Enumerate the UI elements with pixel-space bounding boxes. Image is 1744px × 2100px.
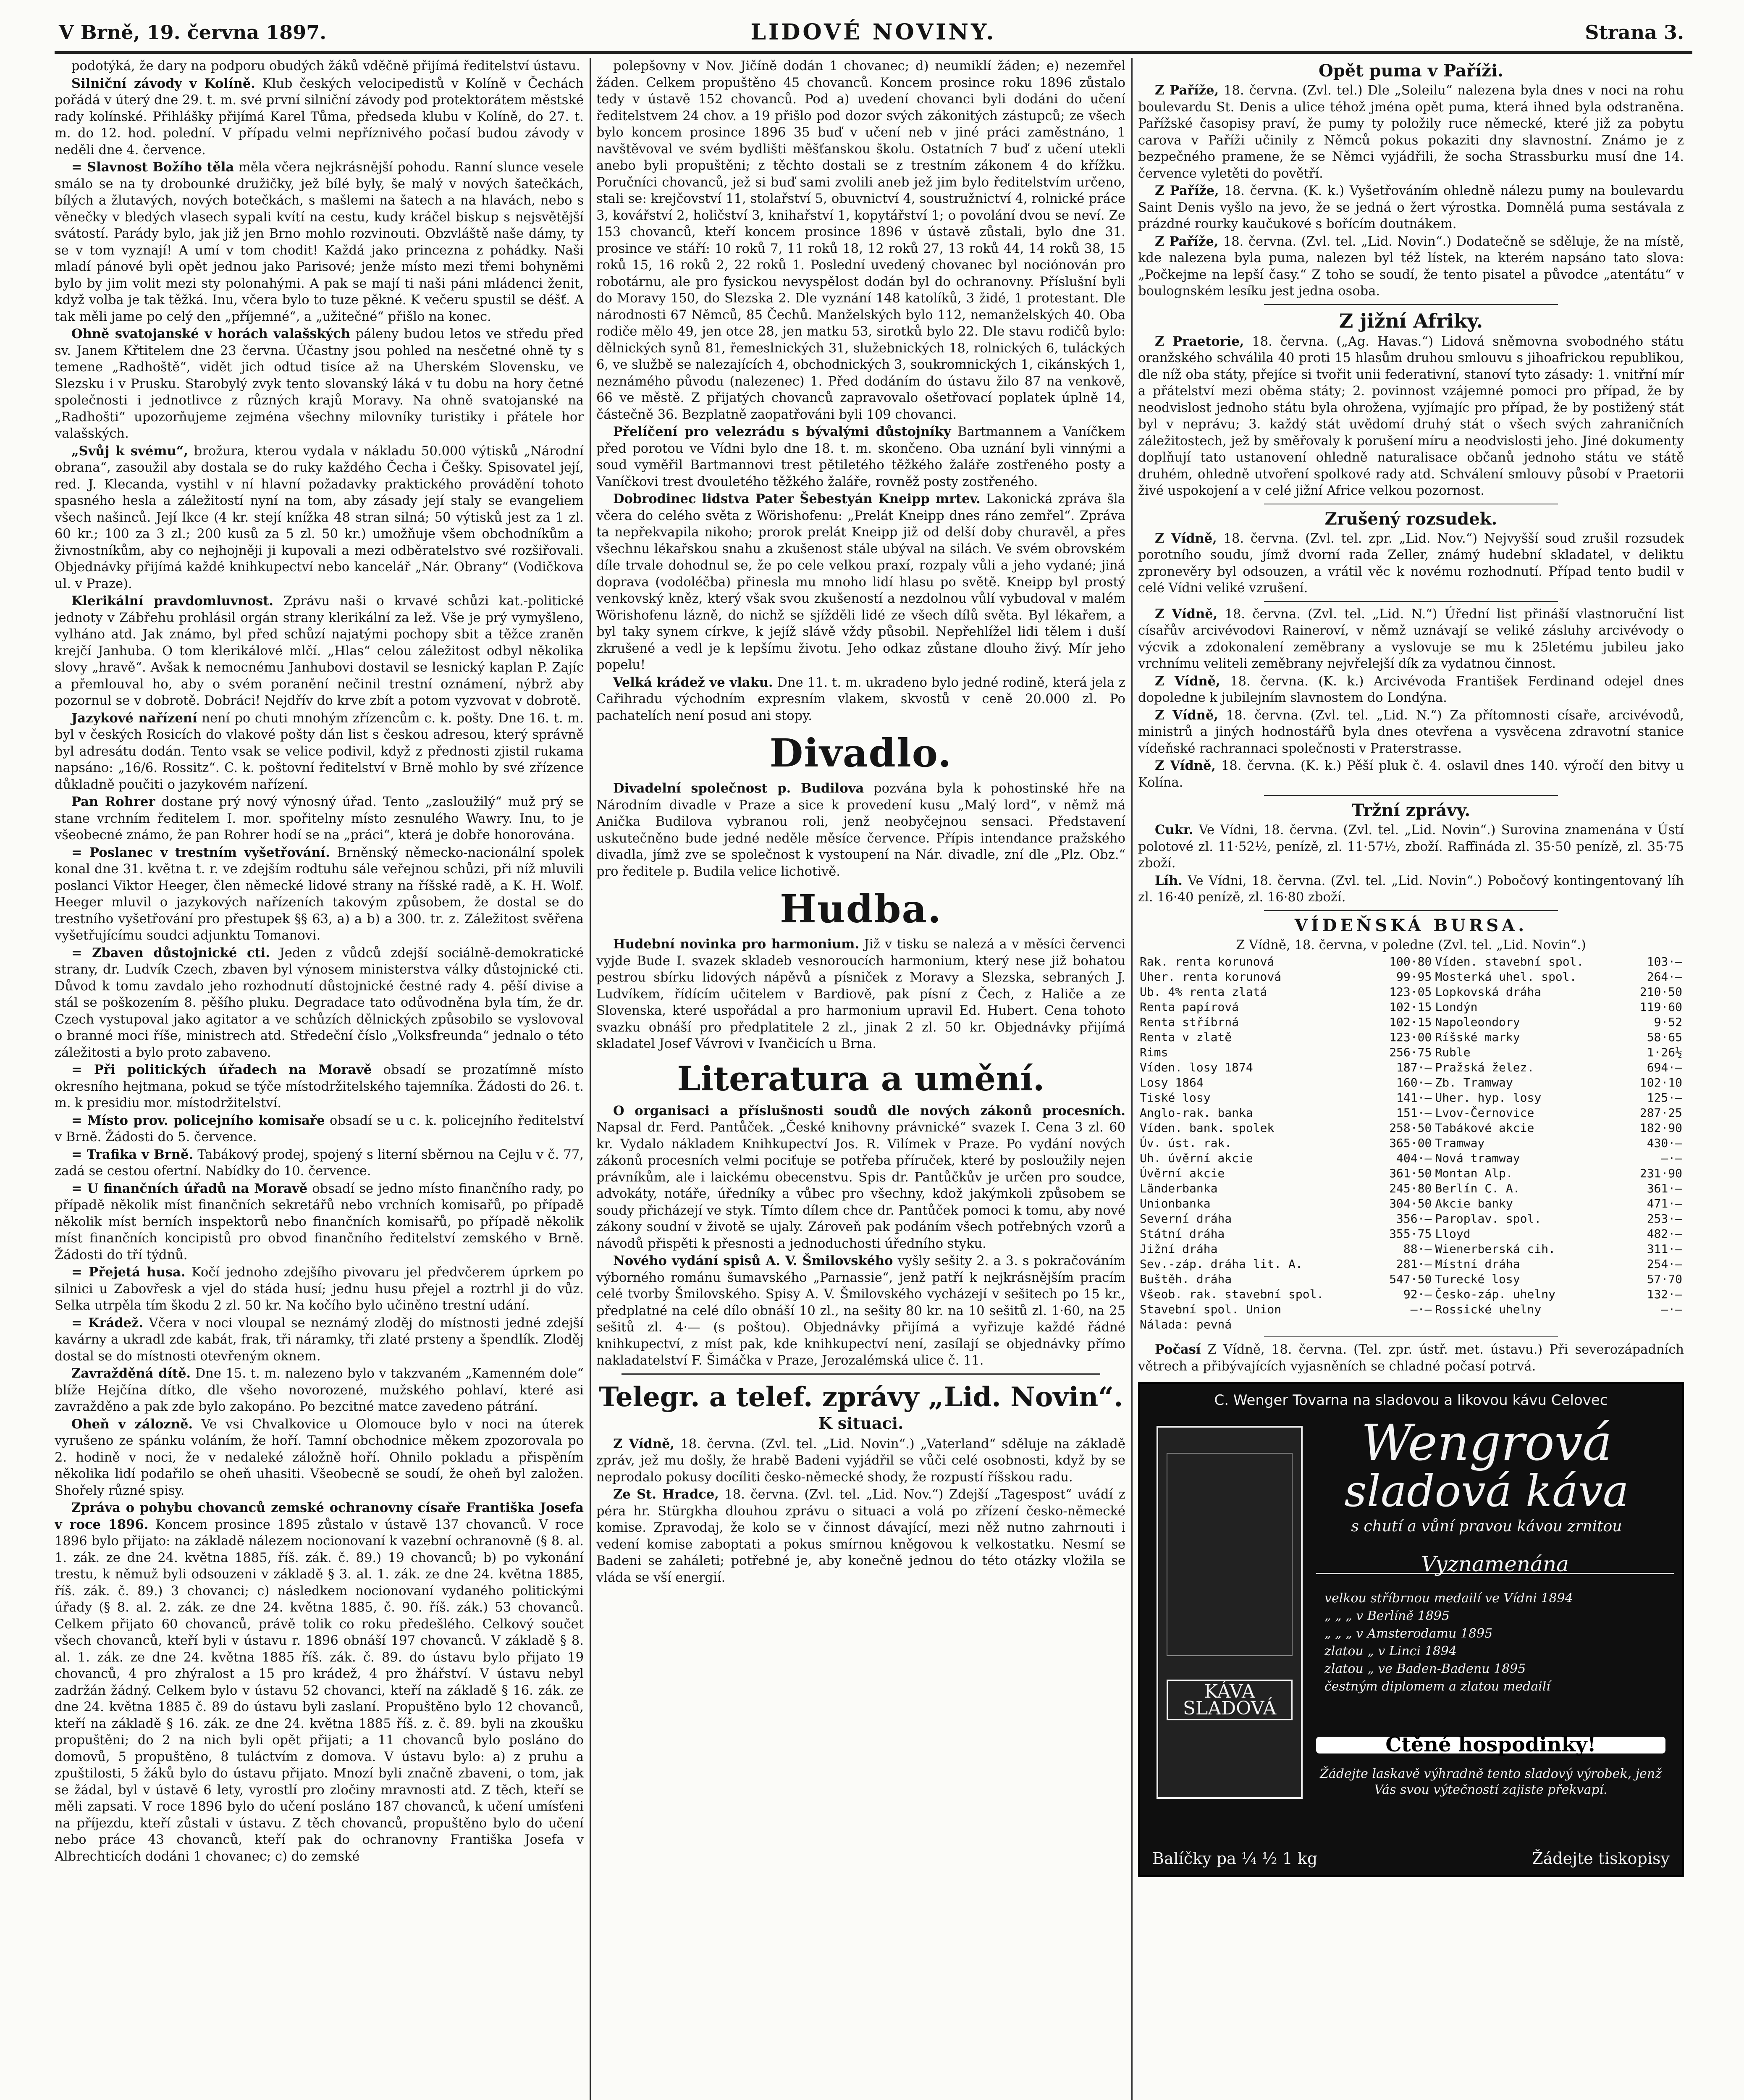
ad-footer-left: Balíčky pa ¼ ½ 1 kg (1152, 1849, 1318, 1868)
article-paragraph (596, 675, 1125, 724)
article-text: 18. června. (Zvl. tel.) Dle „Soleilu“ nalezena byla dnes v noci na rohu boulevardu St. Denis a ulice téhož jména opět puma, která ihned byla odstraněna. Pařížské časopisy praví, že pumy ty položily ruce německé, které již za pobytu carova v Paříži učinily z Němců pokus pokaziti dny slavnostní. Známo je z bezpečného pramene, že se Němci vyjádřili, že socha Strassburku musí dne 14. července vyletěti do povětří. (1138, 83, 1684, 181)
ad-footer-right: Žádejte tiskopisy (1532, 1849, 1670, 1868)
bourse-cell: Napoleondory (1435, 1015, 1520, 1029)
article-text: není po chuti mnohým zřízencům c. k. pošty. Dne 16. t. m. byl v českých Rosicích do vlakové pošty dán list s českou adresou, který správně byl adresátu dodán. Tento vsak se velice podivil, když z přednosti zjistil rukama napsáno: „16/6. Rossitz“. C. k. poštovní ředitelství v Brně mohlo by své zřízence důkladně poučiti o jazykovém nařízení. (55, 711, 584, 792)
bourse-cell: Zb. Tramway (1435, 1076, 1513, 1089)
bourse-row (1138, 1075, 1684, 1090)
article-headline: Z Paříže, (1155, 83, 1219, 98)
bourse-row (1138, 1015, 1684, 1030)
article-text: vyšly sešity 2. a 3. s pokračováním výborného románu šumavského „Parnassie“, jenž patří k nejkrásnějším pracím celé tvorby Šmilovského. Spisy A. V. Šmilovského vycházejí v sešitech po 15 kr., předplatné na celé dílo obnáší 10 zl., na sešity 80 kr. na 10 sešitů zl. 1·60, na 25 sešitů zl. 4·— (s poštou). Objednávky přijímá a vyřizuje každé řádné knihkupectví, z míst pak, kde knihkupectví není, zasílají se objednávky přímo nakladatelství F. Šimáčka v Praze, Jerozalémská ulice č. 11. (596, 1254, 1125, 1368)
bourse-cell: 132·— (1647, 1287, 1682, 1301)
bourse-cell: Víden. stavební spol. (1435, 955, 1584, 969)
article-text: Zprávu naši o krvavé schůzi kat.-politické jednoty v Zábřehu prohlásil orgán strany klerikální za lež. Vše je prý vymyšleno, vylháno atd. Jak známo, byl před schůzí najatými pochopy sbit a těžce zraněn krejčí Janhuba. O tom klerikálové mlčí. „Hlas“ celou záležitost odbyl několika slovy „hravě“. Avšak k nemocnému Janhubovi dostavil se lesnický kaplan P. Zajíc a přemlouval ho, aby o svém poranění nečinil trestní oznámení, nýbrž aby pozornul se v dobrotě. Dobráci! Nejdřív do krve zbít a potom vyzvovat v dobrotě. (55, 594, 584, 708)
weather-paragraph (1138, 1341, 1684, 1375)
bourse-cell: 102·15 (1389, 1015, 1432, 1029)
bourse-row (1138, 1242, 1684, 1257)
ad-cta: Ctěné hospodinky! (1316, 1737, 1665, 1754)
article-text: páleny budou letos ve středu před sv. Janem Křtitelem dne 23 června. Účastny jsou pohled na nesčetné ohně ty s temene „Radhoště“, vidět jich odtud tisíce až na Uherském Slovensku, ve Slezsku i v Prusku. Starobylý zvyk tento slovanský láká v tu dobu na hory četné společnosti i jednotlivce z různých krajů Moravy. Na ohně svatojanské na „Radhošti“ upozorňujeme zejména všechny milovníky turistiky i přátele hor valašských. (55, 327, 584, 441)
article-paragraph (596, 936, 1125, 1053)
article-paragraph (55, 593, 584, 709)
bourse-cell: 258·50 (1389, 1121, 1432, 1135)
bourse-cell (1433, 1317, 1626, 1332)
bourse-row (1138, 984, 1684, 1000)
article-text: Jeden z vůdců zdejší sociálně-demokratické strany, dr. Ludvík Czech, zbaven byl výnosem ministerstva války důstojnické cti. Důvod k tomu zavdalo jeho rozhodnutí důstojnické čestné rady 4. pěší divise a stál se poškozením 8. pěšího pluku. Degradace tato odůvodněna byla tím, že dr. Czech vystupoval jako agitator a ve schůzích dělnických způsobilo se vyslovoval o branné moci říše, ministrech atd. Středeční číslo „Volksfreunda“ jednalo o této záležitosti a bylo proto zabaveno. (55, 945, 584, 1060)
article-paragraph (55, 1315, 584, 1365)
bourse-cell: 430·— (1647, 1136, 1682, 1150)
bourse-cell: 264·— (1647, 970, 1682, 984)
article-headline: Jazykové nařízení (71, 710, 197, 726)
bourse-cell: 245·80 (1389, 1181, 1432, 1195)
bourse-cell: 256·75 (1389, 1045, 1432, 1059)
divider (1264, 1336, 1558, 1337)
article-headline: Líh. (1155, 873, 1183, 888)
bourse-cell: 254·— (1647, 1257, 1682, 1271)
weather-lead: Počasí (1155, 1342, 1201, 1357)
bourse-row (1138, 1060, 1684, 1075)
bourse-cell: 287·25 (1639, 1106, 1682, 1120)
article-paragraph (55, 443, 584, 593)
article-paragraph (1138, 673, 1684, 706)
article-headline: Z Vídně, (613, 1436, 675, 1452)
article-headline: = Trafika v Brně. (71, 1147, 194, 1162)
article-paragraph (55, 1113, 584, 1146)
article-text: Ve Vídni, 18. června. (Zvl. tel. „Lid. Novin“.) Surovina znamenána v Ústí polotové zl. 11·52½, penízě, zl. 11·57½, zboží. Raffináda zl. 35·50 penízě, zl. 35·75 zboží. (1138, 823, 1684, 871)
article-headline: = Slavnost Božího těla (71, 160, 234, 175)
article-text: 18. června. (K. k.) Arcivévoda František Ferdinand odejel dnes dopoledne k jubilejním slavnostem do Londýna. (1138, 674, 1684, 705)
article-text: brožura, kterou vydala v nákladu 50.000 výtisků „Národní obrana“, zasoužil aby dostala se do ruky každého Čecha i Češky. Spisovatel její, red. J. Klecanda, vystihl v ní hlavní požadavky praktického provádění tohoto spasného hesla a záležitostí nyní na tom, aby zásady její staly se evangeliem všech našinců. Její lkce (4 kr. stejí knížka 48 stran silná; 50 výtisků jest za 1 zl. 60 kr.; 100 za 3 zl.; 200 kusů za 5 zl. 50 kr.) umožňuje všem obchodníkům a živnostníkům, aby co nejhojněji ji kupovali a mezi odběratelstvo své rozšiřovali. Objednávky přijímá každé knihkupectví nebo kancelář „Nár. Obrany“ (Vodičkova ul. v Praze). (55, 444, 584, 591)
article-text: Bartmannem a Vaníčkem před porotou ve Vídni bylo dne 18. t. m. skončeno. Oba uznání byli vinnými a soud vyměřil Bartmannovi trest pětiletého těžkého žaláře zostřeného posty a Vaníčkovi trest dvouletého těžkého žaláře, rovněž posty zostřeného. (596, 425, 1125, 489)
bourse-cell: 404·— (1396, 1151, 1432, 1165)
article-paragraph (55, 1147, 584, 1180)
bourse-cell: Anglo-rak. banka (1140, 1106, 1253, 1120)
section-title-telegr: Telegr. a telef. zprávy „Lid. Novin“. (598, 1381, 1123, 1413)
ad-box-label: KÁVA SLADOVÁ (1167, 1680, 1293, 1720)
bourse-cell: 471·— (1647, 1197, 1682, 1210)
article-text: 18. června. (Zvl. tel. „Lid. Nov.“) Zdejší „Tagespost“ uvádí z péra hr. Stürgkha dlouhou zprávu o situaci a volá po zřízení česko-německé komise. Zpravodaj, že kolo se v činnost dávající, mezi něž nutno zahrnouti i vedení komise zaboptati a pokus smírnou kněgovou k velkostatku. Nesmí se Badeni se zaháleti; potřebné je, aby konečně jednou do této otázky vložila se vláda se vší energií. (596, 1487, 1125, 1585)
article-text: 18. června. (Zvl. tel. „Lid. N.“) Za přítomnosti císaře, arcivévodů, ministrů a jiných hodnostářů byla dnes otevřena a vysvěcena zdravotní stanice vídeňské rachrannaci společnosti v Praterstrasse. (1138, 708, 1684, 756)
article-headline: Z Praetorie, (1155, 333, 1244, 349)
article-headline: Ohně svatojanské v horách valašských (71, 326, 351, 341)
bourse-cell: 57·70 (1647, 1272, 1682, 1286)
bourse-cell: Uher. renta korunová (1140, 970, 1282, 984)
bourse-row (1138, 1196, 1684, 1211)
article-text: 18. června. (K. k.) Vyšetřováním ohledně nálezu pumy na boulevardu Saint Denis vyšlo na jevo, že se jedná o žert výrostka. Domnělá puma sestávala z prázdné rourky kaučukové s bořícím doutnákem. (1138, 184, 1684, 231)
article-headline: Z Paříže, (1155, 183, 1219, 198)
ad-product-box (1157, 1426, 1303, 1799)
bourse-cell: Londýn (1435, 1000, 1478, 1014)
bourse-cell: —·— (1410, 1302, 1432, 1316)
column-rule (1131, 58, 1133, 2100)
bourse-cell: Lvov-Černovice (1435, 1106, 1534, 1120)
article-headline: = Při politických úřadech na Moravě (71, 1062, 372, 1077)
bourse-cell: —·— (1661, 1302, 1682, 1316)
bourse-row (1138, 1090, 1684, 1105)
article-headline: Dobrodinec lidstva Pater Šebestyán Kneipp mrtev. (613, 491, 981, 507)
bourse-row (1138, 1000, 1684, 1015)
bourse-row (1138, 1105, 1684, 1121)
article-headline: Z Vídně, (1155, 707, 1218, 723)
article-paragraph (596, 424, 1125, 490)
bourse-cell: 119·60 (1639, 1000, 1682, 1014)
bourse-cell: 103·— (1647, 955, 1682, 969)
article-text: Napsal dr. Ferd. Pantůček. „České knihovny právnické“ svazek I. Cena 3 zl. 60 kr. Vydalo nákladem Knihkupectví Jos. R. Vilímek v Praze. Po vydání nových zákonů procesních velmi pociťuje se potřeba příruček, které by posloužily nejen právníkům, ale i laickému obecenstvu. Spis dr. Pantůčkův je určen pro soudce, advokáty, notáře, úředníky a vůbec pro všechny, kdož jakýmkoli způsobem se soudy přicházejí ve styk. Tímto dílem chce dr. Pantůček pomoci k tomu, aby nové zákony soudní v životě se ujaly. Zároveň pak podáním všech potřebných vzorů a návodů přispěti k přesnosti a jednoduchosti úředního styku. (596, 1120, 1125, 1251)
article-paragraph (55, 1500, 584, 1865)
article-text: Ve Vídni, 18. června. (Zvl. tel. „Lid. Novin“.) Pobočový kontingentovaný líh zl. 16·40 penízě, zl. 16·80 zboží. (1138, 873, 1684, 905)
bourse-cell: Úv. úst. rak. (1140, 1136, 1232, 1150)
article-text: Již v tisku se nalezá a v měsíci červenci vyjde Bude I. svazek skladeb vesnoroucích harmonium, který nese již bohatou pestrou sbírku lidových nápěvů a písniček z Moravy a Slezska, sebraných J. Ludvíkem, řídícím učitelem v Bardiově, pak písní z Čech, z Haliče a ze Slovenska, které uspořádal a pro harmonium upravil Ed. Hubert. Cena tohoto svazku obnáší pro předplatitele 2 zl., jinak 2 zl. 50 kr. Objednávky přijímá skladatel Josef Vávrovi v Ivančicích u Brna. (596, 937, 1125, 1051)
article-text: Dne 15. t. m. nalezeno bylo v takzvaném „Kamenném dole“ blíže Hejčína dítko, dle všeho novorozené, mužského pohlaví, které asi zavražděno a pak zde bylo zakopáno. Po bezcitné matce zavedeno pátrání. (55, 1366, 584, 1414)
bourse-cell: Česko-záp. uhelny (1435, 1287, 1555, 1301)
bourse-row (1138, 1030, 1684, 1045)
article-paragraph (55, 159, 584, 325)
article-text: Brněnský německo-nacionální spolek konal dne 31. května t. r. ve zdejším rodtuhu sále veřejnou schůzi, při níž mluvili poslanci Viktor Heeger, člen německé lidové strany na říšské radě, a K. H. Wolf. Heeger mluvil o jazykových nařízeních takovým způsobem, že dostal se do trestního vyšetřování pro přestupek §§ 63, a) a b) a 300. tr. z. Záležitost svěřena vyšetřujícímu soudci adjunktu Tomanovi. (55, 845, 584, 943)
article-text: obsadí se u c. k. policejního ředitelství v Brně. Žádosti do 5. července. (55, 1113, 584, 1144)
article-headline: „Svůj k svému“, (71, 443, 188, 459)
bourse-cell: Länderbanka (1140, 1181, 1218, 1195)
article-paragraph (55, 1416, 584, 1499)
heading-trzni: Tržní zprávy. (1351, 801, 1471, 820)
bourse-cell: 182·90 (1639, 1121, 1682, 1135)
article-headline: O organisaci a příslušnosti soudů dle nových zákonů procesních. (613, 1103, 1125, 1118)
bourse-cell: 281·— (1396, 1257, 1432, 1271)
bourse-row (1138, 1302, 1684, 1317)
bourse-cell: 88·— (1403, 1242, 1432, 1256)
bourse-cell: 160·— (1396, 1076, 1432, 1089)
bourse-cell: 151·— (1396, 1106, 1432, 1120)
bourse-cell: 1·26½ (1647, 1045, 1682, 1059)
page-header (55, 18, 1692, 54)
ad-note: Žádejte laskavě výhradně tento sladový výrobek, jenž Vás svou výtečností zajiste překvapí. (1320, 1767, 1662, 1797)
article-text: Klub českých velocipedistů v Kolíně v Čechách pořádá v úterý dne 29. t. m. své první silniční závody pod protektorátem městské rady kolínské. Přihlášky přijímá Karel Tůma, předseda klubu v Kolíně, do 27. t. m. do 12. hod. polední. V případu velmi nepříznivého počasí budou závody v neděli dne 4. července. (55, 76, 584, 158)
article-paragraph (55, 710, 584, 793)
article-paragraph (596, 780, 1125, 880)
article-headline: = Místo prov. policejního komisaře (71, 1113, 325, 1128)
bourse-row (1138, 1272, 1684, 1287)
bourse-table (1138, 954, 1684, 1332)
article-paragraph (596, 1436, 1125, 1486)
article-text: Ve vsi Chvalkovice u Olomouce bylo v noci na úterek vyrušeno ze spánku voláním, že hoří. Tamní obchodnice měkem zpozorovala po 2. hodině v noci, že v nedaleké záložně hoří. Ohnilo pokladu a přispěním několika lidí podařilo se oheň uhasiti. Všeobecně se soudí, že oheň byl založen. Shořely různé spisy. (55, 1417, 584, 1498)
bourse-cell: Nová tramway (1435, 1151, 1520, 1165)
bourse-cell: 361·50 (1389, 1166, 1432, 1180)
bourse-cell: 694·— (1647, 1060, 1682, 1074)
ad-award-item: velkou stříbrnou medailí ve Vídni 1894 (1324, 1591, 1573, 1606)
bourse-cell: Úvěrní akcie (1140, 1166, 1225, 1180)
bourse-cell: 253·— (1647, 1212, 1682, 1226)
bourse-cell: Uh. úvěrní akcie (1140, 1151, 1253, 1165)
header-place-date: V Brně, 19. června 1897. (59, 21, 327, 44)
article-headline: Klerikální pravdomluvnost. (71, 593, 273, 609)
bourse-cell: Tiské losy (1140, 1091, 1211, 1105)
bourse-cell: 304·50 (1389, 1197, 1432, 1210)
advertisement-wenger (1138, 1382, 1684, 1877)
bourse-cell: Losy 1864 (1140, 1076, 1204, 1089)
bourse-cell: 311·— (1647, 1242, 1682, 1256)
article-headline: Silniční závody v Kolíně. (71, 76, 255, 91)
section-title-hudba: Hudba. (779, 886, 942, 932)
article-text: podotýká, že dary na podporu obudých žáků vděčně přijímá ředitelství ústavu. (71, 59, 580, 74)
bourse-cell: 547·50 (1389, 1272, 1432, 1286)
article-paragraph (1138, 758, 1684, 791)
bourse-cell: Tabákové akcie (1435, 1121, 1534, 1135)
heading-puma: Opět puma v Paříži. (1318, 61, 1504, 81)
ad-title-1: Wengrová (1361, 1414, 1612, 1472)
bourse-cell: 9·52 (1654, 1015, 1682, 1029)
bourse-cell: Berlín C. A. (1435, 1181, 1520, 1195)
bourse-cell: Renta v zlatě (1140, 1030, 1232, 1044)
bourse-cell: 123·05 (1389, 985, 1432, 999)
article-headline: Nového vydání spisů A. V. Šmilovského (613, 1253, 893, 1268)
divider (1264, 795, 1558, 796)
article-paragraph (55, 1181, 584, 1264)
article-text: Včera v noci vloupal se neznámý zloděj do místnosti jedné zdejší kavárny a ukradl zde kabát, frak, tři náramky, tři zlaté prsteny a špendlík. Zloděj dostal se do místnosti otevřeným oknem. (55, 1315, 584, 1364)
ad-awards-list (1324, 1590, 1670, 1696)
ad-award-item: „ „ „ v Berlíně 1895 (1324, 1609, 1450, 1623)
bourse-cell: Lopkovská dráha (1435, 985, 1542, 999)
bourse-row (1138, 1151, 1684, 1166)
ad-box-graphic (1167, 1453, 1293, 1656)
article-headline: Z Vídně, (1155, 606, 1218, 622)
article-text: obsadí se prozatímně místo okresního hejtmana, pokud se týče místodržitelského tajemníka. Žádosti do 26. t. m. k presidiu mor. místodržitelství. (55, 1063, 584, 1110)
article-paragraph (55, 326, 584, 442)
article-headline: = Krádež. (71, 1315, 143, 1331)
article-paragraph (1138, 183, 1684, 233)
article-headline: Přelíčení pro velezrádu s bývalými důstojníky (613, 424, 951, 439)
article-headline: Z Vídně, (1155, 530, 1217, 546)
bourse-cell: Pražská želez. (1435, 1060, 1534, 1074)
section-title-literatura: Literatura a umění. (677, 1058, 1045, 1098)
bourse-cell: Akcie banky (1435, 1197, 1513, 1210)
bourse-cell: 92·— (1403, 1287, 1432, 1301)
article-headline: = U finančních úřadů na Moravě (71, 1181, 308, 1196)
bourse-cell: 482·— (1647, 1227, 1682, 1241)
article-text: Kočí jednoho zdejšího pivovaru jel předvčerem úprkem po silnici u Zabovřesk a vjel do stáda husí; jednu husu přejel a roztrhl ji do vůz. Selka utrpěla tím škodu 2 zl. 50 kr. Na kočího bylo učiněno trestní udání. (55, 1265, 584, 1313)
bourse-row (1138, 1287, 1684, 1302)
ad-award-item: zlatou „ ve Baden-Badenu 1895 (1324, 1662, 1526, 1676)
article-headline: Z Vídně, (1155, 758, 1216, 773)
page-number: Strana 3. (1585, 21, 1684, 44)
ad-awards-heading: Vyznamenána (1316, 1556, 1674, 1574)
bourse-cell: Víden. losy 1874 (1140, 1060, 1253, 1074)
bourse-cell: —·— (1661, 1151, 1682, 1165)
bourse-cell: Wienerberská cih. (1435, 1242, 1555, 1256)
bourse-cell: 356·— (1396, 1212, 1432, 1226)
article-text: měla včera nejkrásnější pohodu. Ranní slunce vesele smálo se na ty drobounké družičky, jež bílé byly, še malý v nových šatečkách, bílých a žlutavých, nových botečkách, s mašlemi na šatech a na hlavách, nebo s věnečky v bledých vlasech sypali kvítí na cestu, kudy kráčel biskup s nejsvětější svátostí. Parády bylo, jak již jen Brno mohlo rozvinouti. Obzvláště naše dámy, ty se v tom vyznají! A umí v tom chodit! Každá jako princezna z pohádky. Naši mladí pánové byli opět jednou jako Parisové; jenže místo mezi třemi bohyněmi bylo by jim volit mezi sty polonahými. A pak se mají ti naši páni mládenci ženit, když volba je tak těžká. Inu, včera bylo to tuze pěkné. K večeru spustil se déšť. A tak měli jame po celý den „příjemné“, a „užitečné“ přišlo na konec. (55, 160, 584, 324)
article-paragraph (1138, 822, 1684, 872)
article-paragraph (55, 1062, 584, 1112)
article-paragraph (1138, 873, 1684, 906)
bourse-row (1138, 1121, 1684, 1136)
article-paragraph (596, 58, 1125, 423)
ad-subtitle: s chutí a vůní pravou kávou zrnitou (1351, 1518, 1622, 1535)
article-paragraph (596, 491, 1125, 674)
article-text: pozvána byla k pohostinské hře na Národním divadle v Praze a sice k provedení kusu „Malý lord“, v němž má Anička Budilova vybranou roli, jenž neobyčejnou sensaci. Představení uskutečněno bude jedné neděle měsíce července. Přípis intendance pražského divadla, jímž zve se společnost k vystoupení na Nár. divadle, zní dle „Plz. Obz.“ pro ředitele p. Budila velice lichotivě. (596, 781, 1125, 879)
bourse-cell: 102·10 (1639, 1076, 1682, 1089)
bourse-cell: Stavební spol. Union (1140, 1302, 1282, 1316)
article-paragraph (55, 58, 584, 75)
bourse-cell: 231·90 (1639, 1166, 1682, 1180)
bourse-cell: 123·00 (1389, 1030, 1432, 1044)
article-text: Dne 11. t. m. ukradeno bylo jedné rodině, která jela z Cařihradu východním expresním vlakem, skvostů v ceně 20.000 zl. Po pachatelích není posud ani stopy. (596, 675, 1125, 723)
bourse-row (1138, 1136, 1684, 1151)
article-headline: Pan Rohrer (71, 794, 155, 809)
article-text: 18. června. (Zvl. tel. zpr. „Lid. Nov.“) Nejvyšší soud zrušil rozsudek porotního soudu, jímž dvorní rada Zeller, známý hudební skladatel, v deliktu zpronevěry byl odsouzen, a vrátil věc k novému rozhodnutí. Případ tento budil v celé Vídni veliké vzrušení. (1138, 531, 1684, 596)
bourse-cell: Rossické uhelny (1435, 1302, 1542, 1316)
column-3 (1138, 58, 1684, 2100)
bourse-cell: 365·00 (1389, 1136, 1432, 1150)
bourse-row (1138, 1166, 1684, 1181)
bourse-cell: Unionbanka (1140, 1197, 1211, 1210)
bourse-cell: 361·— (1647, 1181, 1682, 1195)
bourse-cell: Sev.-záp. dráha lit. A. (1140, 1257, 1303, 1271)
bourse-cell: Jižní dráha (1140, 1242, 1218, 1256)
bourse-cell: Víden. bank. spolek (1140, 1121, 1275, 1135)
bourse-cell: Montan Alp. (1435, 1166, 1513, 1180)
heading-rozsudek: Zrušený rozsudek. (1324, 509, 1497, 529)
bourse-cell: 99·95 (1396, 970, 1432, 984)
bourse-cell: 355·75 (1389, 1227, 1432, 1241)
bourse-cell: Nálada: pevná (1140, 1318, 1232, 1331)
article-headline: Z Vídně, (1155, 673, 1220, 689)
article-text: 18. června. („Ag. Havas.“) Lidová sněmovna svobodného státu oranžského schválila 40 proti 15 hlasům druhou smlouvu s jihoafrickou republikou, dle níž oba státy, přejíce si tvořit unii federativní, stanoví tyto zásady: 1. vnitřní mír a přátelství mezi oběma státy; 2. povinnost vzájemné pomoci pro případ, že by neodvislost jednoho státu byla ohrožena, vyjímajíc pro případ, že by postižený stát byl v neprávu; 3. každý stát uvědomí druhý stát o všech svých zahraničních záležitostech, jež by směřovaly k porušení míru a neodvislosti jeho. Jiné dokumenty doplňují tato ustanovení ohledně naturalisace občanů jednoho státu ve státě druhém, ohledně utvoření spolkové rady atd. Schválení smlouvy působí v Praetorii živé uspokojení a v celé jižní Africe velkou pozornost. (1138, 334, 1684, 498)
bourse-cell: Tramway (1435, 1136, 1485, 1150)
article-text: dostane prý nový výnosný úřad. Tento „zasloužilý“ muž prý se stane vrchním ředitelem I. mor. spořitelny místo zesnulého Wawry. Inu, to je všeobecné známo, že pan Rohrer hodí se na „práci“, která je dobře honorována. (55, 795, 584, 843)
ad-award-item: „ „ „ v Amsterodamu 1895 (1324, 1626, 1493, 1641)
bourse-cell: Renta papírová (1140, 1000, 1239, 1014)
bourse-cell: Místní dráha (1435, 1257, 1520, 1271)
article-headline: Cukr. (1155, 822, 1193, 837)
weather-text: Z Vídně, 18. června. (Tel. zpr. ústř. met. ústavu.) Při severozápadních větrech a přibývajících vyjasněních se chladné počasí potrvá. (1138, 1342, 1684, 1374)
divider (1264, 304, 1558, 305)
article-headline: = Poslanec v trestním vyšetřování. (71, 845, 330, 860)
article-headline: Ze St. Hradce, (613, 1487, 719, 1502)
ad-company: C. Wenger Tovarna na sladovou a likovou kávu Celovec (1214, 1392, 1608, 1409)
article-text: 18. června. (Zvl. tel. „Lid. N.“) Úřední list přináší vlastnoruční list císařův arcivévodovi Raineroví, v němž uznávají se veliké zásluhy arcivévody o výcvik a zdokonalení zeměbrany a vyslovuje se mu k 25letému jubileu jako vrchnímu veliteli zeměbrany nejvřelejší dík za vydatnou činnost. (1138, 606, 1684, 671)
bourse-cell: 187·— (1396, 1060, 1432, 1074)
article-paragraph (1138, 234, 1684, 300)
article-headline: Divadelní společnost p. Budilova (613, 781, 864, 796)
bourse-subtitle: Z Vídně, 18. června, v poledne (Zvl. tel. „Lid. Novin“.) (1236, 937, 1586, 953)
ad-footer (1152, 1851, 1670, 1867)
bourse-cell: Severní dráha (1140, 1212, 1232, 1226)
bourse-cell: Rims (1140, 1045, 1168, 1059)
article-text: Tabákový prodej, spojený s literní sběrnou na Cejlu v č. 77, zadá se cestou ofertní. Nabídky do 10. července. (55, 1147, 584, 1179)
article-headline: = Zbaven důstojnické cti. (71, 945, 270, 961)
bourse-cell: Ríšské marky (1435, 1030, 1520, 1044)
article-text: Koncem prosince 1895 zůstalo v ústavě 137 chovanců. V roce 1896 bylo přijato: na základě nálezem nocionovaní k vazební ochranovně (§ 8. al. 1. zák. ze dne 24. května 1885, říš. zák. č. 89.) 19 chovanců; b) po vykonání trestu, k němuž byli odsouzeni v základě § 3. al. 1. zák. ze dne 24. května 1885, říš. zák. č. 89.) 3 chovanci; c) následkem nocionovaní vydaného politickými úřady (§ 8. al. 2. zák. ze dne 24. května 1885, č. 90. říš. zák.) 53 chovanců. Celkem přijato 60 chovanců, právě tolik co roku předešlého. Celkový součet všech chovanců, kteří byli v ústavu r. 1896 obnáší 197 chovanců. V základě § 8. al. 1. zák. ze dne 24. května 1885 říš. zák. č. 89. do ústavu bylo přijato 19 chovanců, 4 pro zhýralost a 15 pro krádež, 4 pro žhářství. V ústavu nebyl zadržán žádný. Celkem bylo v ústavu 52 chovanci, kteří na základě § 16. zák. ze dne 24. května 1885 č. 89 do ústavu byli zaslaní. Propuštěno bylo 12 chovanců, kteří na základě § 16. zák. ze dne 24. května 1885 říš. z. č. 89. byli na zkoušku propuštěni; do 2 na nich byli opět přijati; a 11 chovanců bylo posláno do domovů, 5 propuštěno, 8 tuláctvím z domova. V ústavu bylo: a) z pruhu a zpuštilosti, 5 žáků bylo do ústavu přijato. Mnozí byli značně zbaveni, o tom, jak se žádal, byl v ústavě 6 lety, vyrostlí pro zločiny mravnosti atd. Z těch, kteří se měli zapsati. V roce 1896 bylo do učení posláno 187 chovanců, k učení umísťeni na příjezdu, kteří zůstali v ústavu. Z těch chovanců, propuštěno bylo do učení nebo práce 43 chovanců, kteří pak do ochranovny Františka Josefa v Albrechticích dodáni 1 chovanec; c) do zemské (55, 1517, 584, 1864)
bourse-cell: Státní dráha (1140, 1227, 1225, 1241)
article-paragraph (55, 1264, 584, 1314)
article-headline: Zpráva o pohybu chovanců zemské ochranovny císaře Františka Josefa v roce 1896. (55, 1500, 584, 1532)
article-paragraph (1138, 530, 1684, 597)
article-paragraph (1138, 707, 1684, 757)
article-text: 18. června. (Zvl. tel. „Lid. Novin“.) „Vaterland“ sděluje na základě zpráv, jež mu došly, že hrabě Badeni vyjádřil se vůči celé osobnosti, když by se neprodalo pokusy docíliti česko-německé shody, že rozpustí říšskou radu. (596, 1436, 1125, 1485)
bourse-cell: 102·15 (1389, 1000, 1432, 1014)
article-headline: Zavražděná dítě. (71, 1366, 191, 1381)
bourse-cell: Uher. hyp. losy (1435, 1091, 1542, 1105)
article-paragraph (1138, 606, 1684, 672)
article-paragraph (1138, 82, 1684, 182)
bourse-row (1138, 1226, 1684, 1242)
article-paragraph (55, 945, 584, 1061)
article-text: polepšovny v Nov. Jičíně dodán 1 chovanec; d) neumiklí žáden; e) nezemřel žáden. Celkem propuštěno 45 chovanců. Koncem prosince roku 1896 zůstalo tedy v ústavě 152 chovanců. Pod a) uvedení chovanci byli dodáni do učení ředitelstvem 24 chov. a 19 přišlo pod dozor svých zákonitých zástupců; ze všech bylo koncem prosince 1896 35 buď v učení neb v jiné práci zaměstnáno, 1 navštěvoval ve svém bydlišti měšťanskou školu. Ostatních 7 buď z učení utekli anebo byli propuštěni; z těchto dostali se z trestním zákonem 4 do křížku. Poručníci chovanců, jež si buď sami zvolili aneb jež jim bylo ředitelstvím určeno, stali se: krejčovství 11, stolařství 5, obuvnictví 4, soustružnictví 4, rolnické práce 3, kovářství 2, holičství 3, knihařství 1, kopytářství 1; o povolání dvou se neví. Ze 153 chovanců, kteří koncem prosince 1896 v ústavě zůstali, bylo dne 31. prosince ve stáří: 10 roků 7, 11 roků 18, 12 roků 27, 13 roků 44, 14 roků 38, 15 roků 15, 16 roků 2, 22 roků 1. Poslední uvedený chovanec byl nociónován pro robotárnu, ale pro fysickou nevyspělost dodán byl do ochranovny. Příslušní byli do Moravy 150, do Slezska 2. Dle vyznání 148 katolíků, 3 židé, 1 protestant. Dle národnosti 67 Němců, 85 Čechů. Manželských bylo 112, nemanželských 40. Oba rodiče mělo 49, jen otce 28, jen matku 53, sirotků bylo 22. Dle stavu rodičů bylo: dělnických synů 81, řemeslnických 31, služebnických 18, rolnických 6, tuláckých 6, ve službě se nalezajících 4, obchodnických 3, soukromnických 1, cikánských 1, neznámého původu (nalezenec) 1. Před dodáním do ústavu žilo 87 na venkově, 66 ve městě. Z přijatých chovanců zapravovalo ošetřovací poplatek úplně 14, částečně 36. Bezplatně zaopatřováni byli 109 chovanci. (596, 59, 1125, 422)
divider (1264, 910, 1558, 911)
article-text: obsadí se jedno místo finančního rady, po případě několik míst finančních sekretářů nebo vrchních komisařů, po případě několik míst berních inspektorů nebo finančních komisařů, po případě několik míst finančních koncipistů pro obvod finančního ředitelství zemského v Brně. Žádosti do tří týdnů. (55, 1181, 584, 1263)
bourse-cell: Turecké losy (1435, 1272, 1520, 1286)
bourse-row (1138, 1257, 1684, 1272)
newspaper-title: LIDOVÉ NOVINY. (750, 19, 997, 45)
bourse-cell: 125·— (1647, 1091, 1682, 1105)
article-headline: Z Paříže, (1155, 234, 1219, 249)
bourse-cell: Paroplav. spol. (1435, 1212, 1542, 1226)
divider (622, 1373, 1100, 1375)
article-paragraph (55, 794, 584, 844)
bourse-cell: Rak. renta korunová (1140, 955, 1275, 969)
article-text: 18. června. (K. k.) Pěší pluk č. 4. oslavil dnes 140. výročí den bitvy u Kolína. (1138, 759, 1684, 790)
bourse-cell (1626, 1317, 1684, 1332)
article-text: 18. června. (Zvl. tel. „Lid. Novin“.) Dodatečně se sděluje, že na místě, kde nalezena byla puma, nalezen byl též lístek, na kterém napsáno tato slova: „Počkejme na lepší časy.“ Z toho se soudí, že tento pisatel a původce „atentátu“ v boulognském lesíku jest jedna osoba. (1138, 234, 1684, 299)
article-paragraph (1138, 333, 1684, 499)
section-title-divadlo: Divadlo. (769, 730, 952, 776)
article-text: Lakonická zpráva šla včera do celého světa z Wörishofenu: „Prelát Kneipp dnes ráno zemřel“. Zpráva ta nepřekvapila nikoho; prorok prelát Kneipp již od delší doby churavěl, a přes všechnu lékařskou snahu a zkušenost stále ubýval na silách. Ve svém obrovském díle trvale dohodnul se, že po cele velkou praxí, rozpaly vůli a jeho vydané; jiná doprava (vodoléčba) přinesla mu mnoho lidí hlasu po světě. Kneipp byl prostý venkovský kněz, který však svou zkušeností a nezdolnou vůlí vybudoval v malém Wörishofenu lázně, do nichž se sjížděli lidé ze všech dílů světa. Byl lékařem, a byl taky synem církve, k jejíž slávě vždy působil. Nepřehlížel lidi tělem i duší zkrušené a vedl je k lepšímu životu. Jeho odkaz zůstane dlouho živý. Mír jeho popelu! (596, 492, 1125, 672)
divider (1264, 601, 1558, 602)
bourse-cell: 100·80 (1389, 955, 1432, 969)
bourse-cell: 141·— (1396, 1091, 1432, 1105)
bourse-cell: Lloyd (1435, 1227, 1471, 1241)
bourse-cell: Všeob. rak. stavební spol. (1140, 1287, 1324, 1301)
heading-afrika: Z jižní Afriky. (1339, 309, 1483, 332)
article-paragraph (596, 1103, 1125, 1252)
article-headline: Hudební novinka pro harmonium. (613, 937, 860, 952)
ad-title-2: sladová káva (1344, 1465, 1629, 1517)
article-paragraph (55, 76, 584, 159)
article-paragraph (596, 1486, 1125, 1586)
article-headline: Velká krádež ve vlaku. (613, 675, 773, 690)
bourse-cell: Mosterká uhel. spol. (1435, 970, 1577, 984)
bourse-row (1138, 969, 1684, 984)
bourse-cell: 58·65 (1647, 1030, 1682, 1044)
bourse-row (1138, 1211, 1684, 1226)
ad-award-item: čestným diplomem a zlatou medailí (1324, 1679, 1550, 1694)
heading-bourse: VÍDEŇSKÁ BURSA. (1294, 915, 1528, 935)
column-2 (596, 58, 1125, 2100)
article-paragraph (55, 845, 584, 944)
ad-award-item: zlatou „ v Linci 1894 (1324, 1644, 1457, 1659)
bourse-cell (1375, 1317, 1433, 1332)
column-1 (55, 58, 584, 2100)
article-headline: Oheň v zálozně. (71, 1416, 193, 1432)
bourse-cell: 210·50 (1639, 985, 1682, 999)
bourse-cell: Renta stříbrná (1140, 1015, 1239, 1029)
bourse-cell: Buštěh. dráha (1140, 1272, 1232, 1286)
article-paragraph (55, 1365, 584, 1415)
bourse-row (1138, 1045, 1684, 1060)
bourse-row (1138, 1317, 1684, 1332)
bourse-cell: Ub. 4% renta zlatá (1140, 985, 1267, 999)
bourse-row (1138, 954, 1684, 969)
article-paragraph (596, 1253, 1125, 1369)
bourse-row (1138, 1181, 1684, 1196)
section-subtitle-situace: K situaci. (818, 1413, 904, 1433)
column-rule (590, 58, 591, 2100)
bourse-cell: Ruble (1435, 1045, 1471, 1059)
article-headline: = Přejetá husa. (71, 1265, 186, 1280)
